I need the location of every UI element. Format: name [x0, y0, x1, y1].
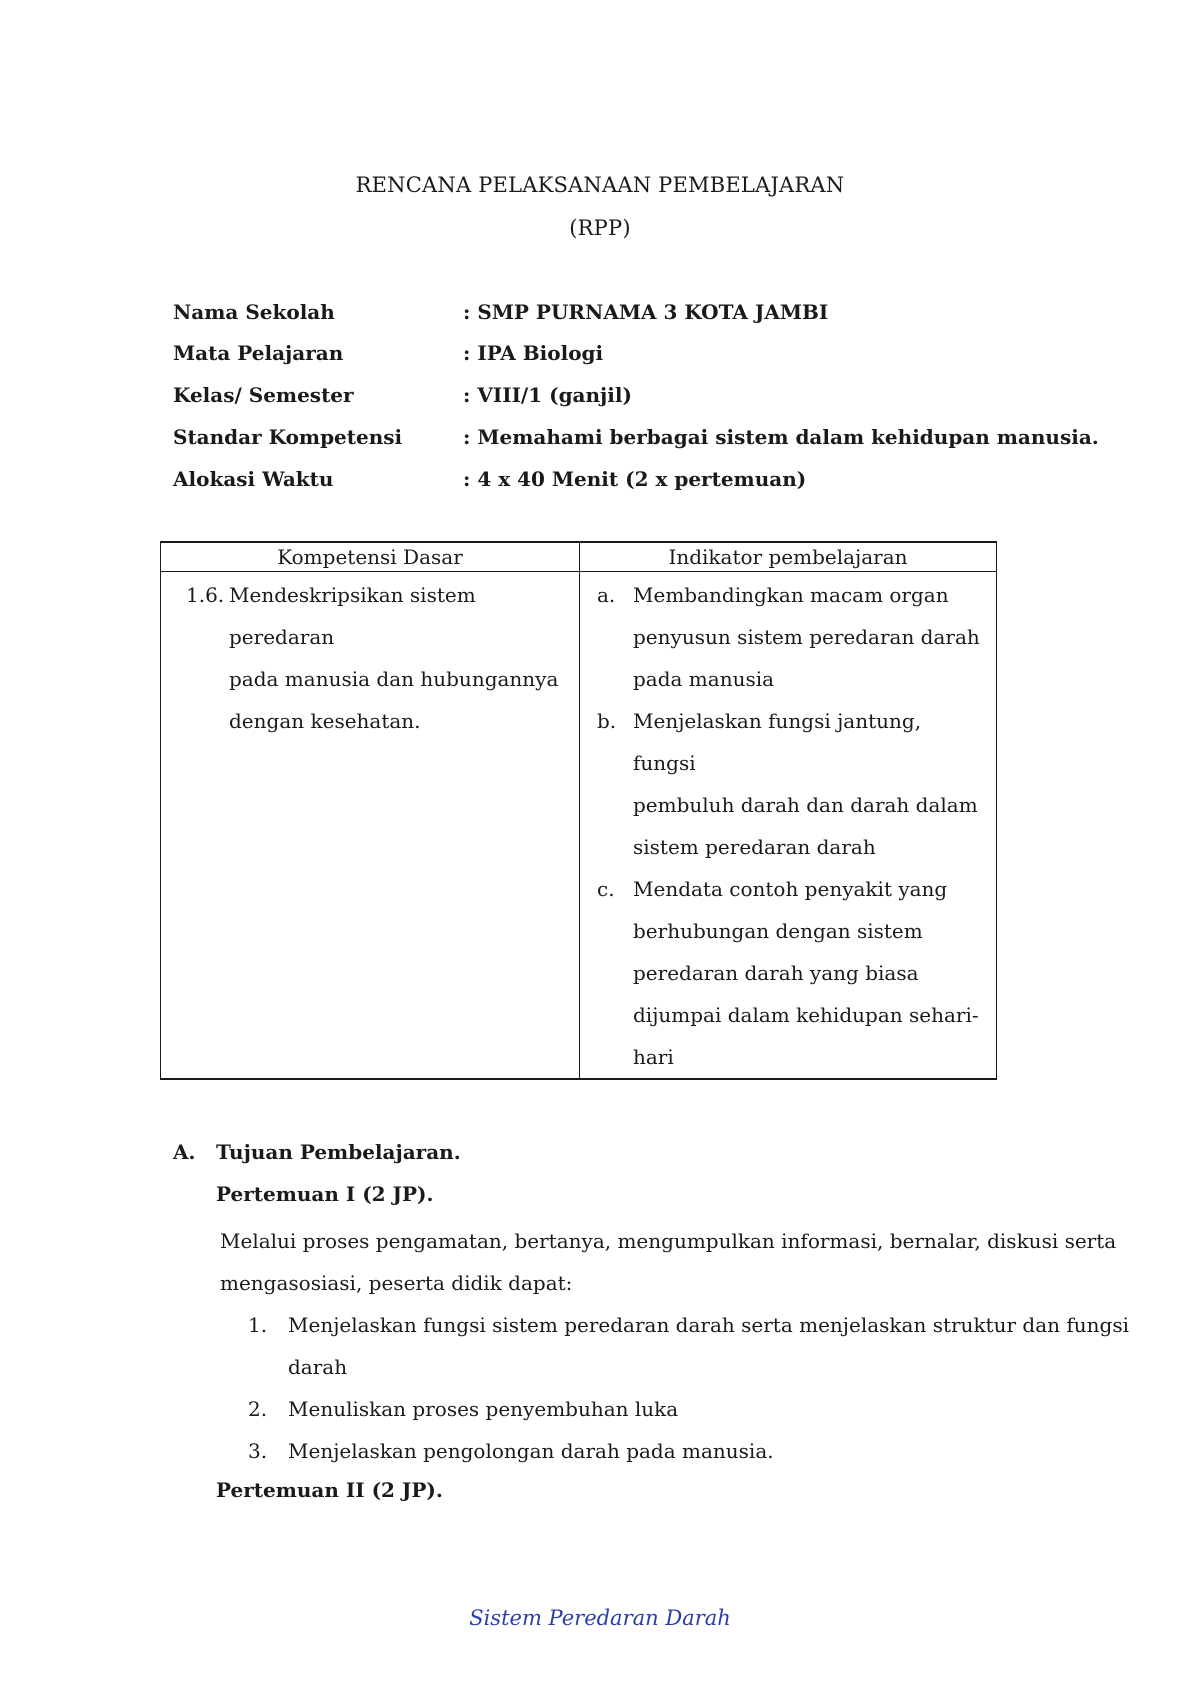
goal-item: [173, 1388, 1133, 1430]
meta-row-school: [173, 300, 1133, 330]
indikator-line: Menjelaskan fungsi jantung, fungsi: [633, 709, 922, 775]
meta-value: : IPA Biologi: [463, 341, 604, 365]
header-kompetensi-dasar: Kompetensi Dasar: [161, 542, 580, 572]
meta-row-time: [173, 467, 1133, 497]
meta-row-subject: [173, 341, 1133, 371]
meta-label: Alokasi Waktu: [173, 467, 334, 491]
header-indikator: Indikator pembelajaran: [580, 542, 997, 572]
indikator-line: Mendata contoh penyakit yang: [633, 877, 948, 901]
indikator-letter: b.: [597, 709, 617, 733]
indikator-line: dijumpai dalam kehidupan sehari-: [633, 1003, 979, 1027]
indikator-line: penyusun sistem peredaran darah: [633, 625, 980, 649]
goal-line: Menuliskan proses penyembuhan luka: [288, 1397, 679, 1421]
indikator-item: [580, 700, 996, 868]
indikator-line: peredaran darah yang biasa: [633, 961, 919, 985]
meta-label: Standar Kompetensi: [173, 425, 403, 449]
competency-table: [160, 541, 997, 1069]
indikator-line: berhubungan dengan sistem: [633, 919, 923, 943]
indikator-letter: c.: [597, 877, 615, 901]
indikator-line: pada manusia: [633, 667, 775, 691]
meta-value: : SMP PURNAMA 3 KOTA JAMBI: [463, 300, 829, 324]
meta-label: Mata Pelajaran: [173, 341, 344, 365]
document-title-line1: RENCANA PELAKSANAAN PEMBELAJARAN: [355, 173, 845, 197]
document-title-line2: (RPP): [569, 216, 631, 240]
intro-paragraph: [173, 1220, 1133, 1304]
page-footer: Sistem Peredaran Darah: [469, 1606, 731, 1630]
section-heading: [173, 1136, 1133, 1178]
meta-label: Nama Sekolah: [173, 300, 335, 324]
indikator-line: Membandingkan macam organ: [633, 583, 949, 607]
competency-table-grid: [160, 541, 997, 1080]
intro-line: mengasosiasi, peserta didik dapat:: [220, 1271, 573, 1295]
kompetensi-line: dengan kesehatan.: [229, 709, 421, 733]
goal-number: 3.: [248, 1439, 268, 1463]
kompetensi-dasar-item: [161, 574, 579, 742]
section-letter: A.: [173, 1140, 196, 1164]
goal-list: [173, 1304, 1133, 1472]
indikator-line: sistem peredaran darah: [633, 835, 876, 859]
indikator-item: [580, 868, 996, 1078]
meta-row-class: [173, 383, 1133, 413]
goal-number: 1.: [248, 1313, 268, 1337]
kompetensi-dasar-cell: [161, 572, 580, 1080]
intro-line: Melalui proses pengamatan, bertanya, mengumpulkan informasi, bernalar, diskusi serta: [220, 1229, 1117, 1253]
kompetensi-number: 1.6.: [186, 583, 225, 607]
meeting-1-heading: Pertemuan I (2 JP).: [216, 1182, 434, 1206]
indikator-line: pembuluh darah dan darah dalam: [633, 793, 978, 817]
section-tujuan: [173, 1136, 1133, 1516]
goal-number: 2.: [248, 1397, 268, 1421]
indikator-cell: [580, 572, 997, 1080]
meta-value: : 4 x 40 Menit (2 x pertemuan): [463, 467, 807, 491]
meta-value: : Memahami berbagai sistem dalam kehidupan manusia.: [463, 425, 1099, 449]
indikator-line: hari: [633, 1045, 674, 1069]
indikator-item: [580, 574, 996, 700]
section-title: Tujuan Pembelajaran.: [216, 1140, 461, 1164]
goal-line: darah: [288, 1355, 348, 1379]
goal-line: Menjelaskan pengolongan darah pada manusia.: [288, 1439, 774, 1463]
meta-value: : VIII/1 (ganjil): [463, 383, 632, 407]
goal-item: [173, 1304, 1133, 1388]
meta-label: Kelas/ Semester: [173, 383, 354, 407]
kompetensi-line: Mendeskripsikan sistem peredaran: [229, 583, 476, 649]
meta-row-competency: [173, 425, 1133, 455]
goal-item: [173, 1430, 1133, 1472]
goal-line: Menjelaskan fungsi sistem peredaran darah serta menjelaskan struktur dan fungsi: [288, 1313, 1129, 1337]
indikator-list: [580, 574, 996, 1078]
indikator-letter: a.: [597, 583, 616, 607]
kompetensi-line: pada manusia dan hubungannya: [229, 667, 559, 691]
meeting-2-heading: Pertemuan II (2 JP).: [216, 1478, 443, 1502]
